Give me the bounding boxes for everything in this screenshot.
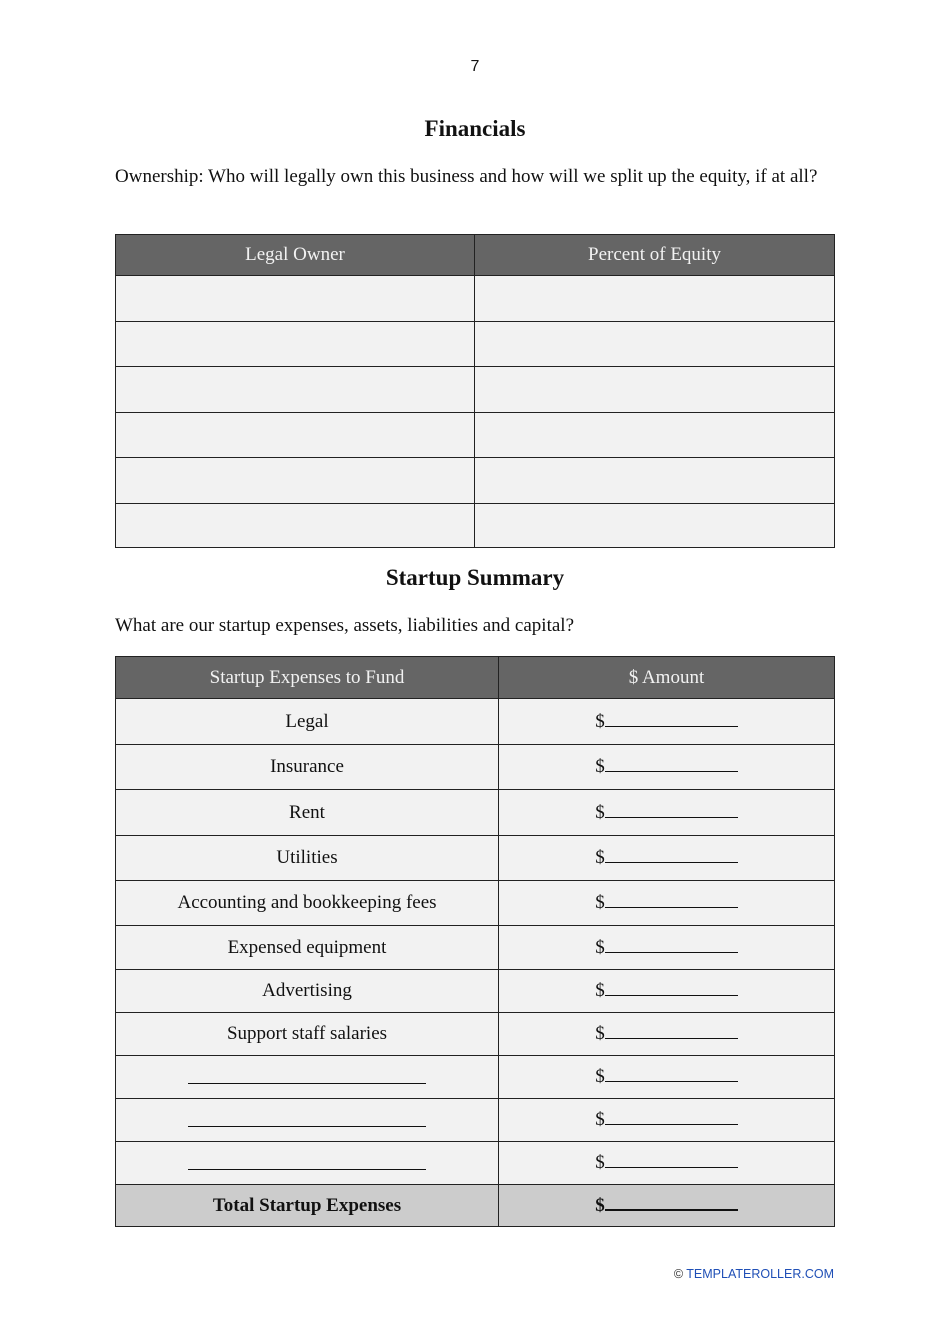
- percent-equity-cell[interactable]: [475, 322, 835, 367]
- ownership-table: [115, 234, 835, 548]
- expense-label: Utilities: [116, 836, 499, 881]
- total-label: Total Startup Expenses: [116, 1185, 499, 1227]
- expense-label: Accounting and bookkeeping fees: [116, 881, 499, 926]
- amount-cell[interactable]: $: [499, 1056, 835, 1099]
- startup-question: What are our startup expenses, assets, liabilities and capital?: [115, 615, 575, 636]
- legal-owner-cell[interactable]: [116, 276, 475, 322]
- total-amount-cell[interactable]: $: [499, 1185, 835, 1227]
- amount-cell[interactable]: $: [499, 745, 835, 790]
- startup-summary-title: Startup Summary: [385, 565, 565, 590]
- amount-header: $ Amount: [499, 657, 835, 699]
- percent-equity-cell[interactable]: [475, 367, 835, 413]
- footer-copyright: [674, 1267, 834, 1281]
- percent-equity-cell[interactable]: [475, 458, 835, 504]
- legal-owner-cell[interactable]: [116, 322, 475, 367]
- legal-owner-cell[interactable]: [116, 458, 475, 504]
- expense-label: Insurance: [116, 745, 499, 790]
- custom-expense-field[interactable]: [116, 1056, 499, 1099]
- page-number: 7: [470, 58, 480, 75]
- amount-cell[interactable]: $: [499, 970, 835, 1013]
- amount-cell[interactable]: $: [499, 790, 835, 836]
- legal-owner-cell[interactable]: [116, 413, 475, 458]
- amount-cell[interactable]: $: [499, 1013, 835, 1056]
- legal-owner-cell[interactable]: [116, 504, 475, 548]
- legal-owner-cell[interactable]: [116, 367, 475, 413]
- amount-cell[interactable]: $: [499, 699, 835, 745]
- amount-cell[interactable]: $: [499, 881, 835, 926]
- legal-owner-header: Legal Owner: [116, 235, 475, 276]
- custom-expense-field[interactable]: [116, 1142, 499, 1185]
- expense-label: Legal: [116, 699, 499, 745]
- percent-equity-cell[interactable]: [475, 276, 835, 322]
- amount-cell[interactable]: $: [499, 1099, 835, 1142]
- templateroller-link[interactable]: TEMPLATEROLLER.COM: [686, 1267, 834, 1281]
- percent-equity-cell[interactable]: [475, 504, 835, 548]
- expense-label: Expensed equipment: [116, 926, 499, 970]
- expense-label: Advertising: [116, 970, 499, 1013]
- expense-label: Rent: [116, 790, 499, 836]
- financials-title: Financials: [424, 116, 526, 141]
- amount-cell[interactable]: $: [499, 926, 835, 970]
- amount-cell[interactable]: $: [499, 836, 835, 881]
- percent-equity-header: Percent of Equity: [475, 235, 835, 276]
- custom-expense-field[interactable]: [116, 1099, 499, 1142]
- ownership-question: Ownership: Who will legally own this business and how will we split up the equity, if at all?: [115, 166, 818, 187]
- expenses-header: Startup Expenses to Fund: [116, 657, 499, 699]
- expense-label: Support staff salaries: [116, 1013, 499, 1056]
- copyright-symbol: ©: [673, 1267, 684, 1281]
- percent-equity-cell[interactable]: [475, 413, 835, 458]
- startup-expenses-table: [115, 656, 835, 1227]
- amount-cell[interactable]: $: [499, 1142, 835, 1185]
